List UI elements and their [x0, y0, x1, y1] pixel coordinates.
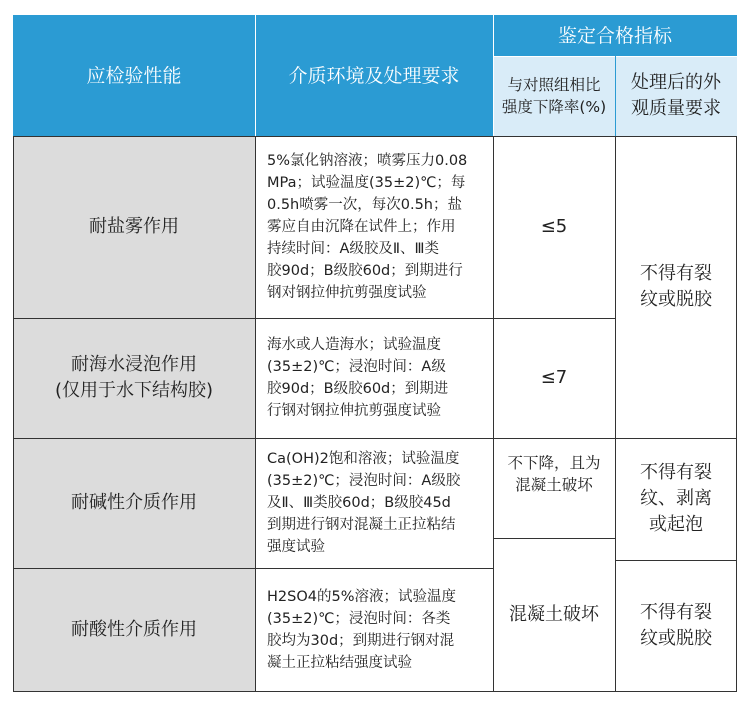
- row-divider: [13, 318, 615, 319]
- header-property: [13, 15, 255, 136]
- strength-value: ≤7: [540, 367, 568, 388]
- strength-value: 混凝土破坏: [509, 604, 599, 625]
- property-label: 耐碱性介质作用: [71, 492, 197, 513]
- border-right: [736, 136, 737, 692]
- row-seawater-condition: [255, 318, 493, 438]
- row-alkali-appearance: [615, 438, 737, 560]
- row-divider: [13, 568, 493, 569]
- row-seawater-strength: [493, 318, 615, 438]
- row-divider: [13, 438, 737, 439]
- row-alkali-condition: [255, 438, 493, 568]
- header-property-label: 应检验性能: [86, 64, 182, 87]
- strength-value: 不下降，且为 混凝土破坏: [507, 454, 601, 494]
- condition-text: H2SO4的5%溶液；试验温度 (35±2)℃；浸泡时间：各类 胶均为30d；到期进行钢对混 凝土正拉粘结强度试验: [267, 589, 456, 671]
- header-appearance-label: 处理后的外 观质量要求: [631, 72, 721, 119]
- col-divider: [615, 136, 616, 692]
- rows-1-2-appearance: [615, 136, 737, 438]
- condition-text: Ca(OH)2饱和溶液；试验温度 (35±2)℃；浸泡时间：A级胶 及Ⅱ、Ⅲ类胶60d；B级胶45d 到期进行钢对混凝土正拉粘结 强度试验: [267, 451, 461, 555]
- property-label: 耐酸性介质作用: [71, 619, 197, 640]
- row-salt-spray-condition: [255, 136, 493, 318]
- col-divider: [493, 136, 494, 692]
- border-bottom: [13, 691, 737, 692]
- row-salt-spray-property: [13, 136, 255, 318]
- condition-text: 5%氯化钠溶液；喷雾压力0.08 MPa；试验温度(35±2)℃；每 0.5h喷雾一次，每次0.5h；盐 雾应自由沉降在试件上；作用 持续时间：A级胶及Ⅱ、Ⅲ类 胶90d；B级胶60d；到期进行 钢对钢拉伸抗剪强度试验: [267, 153, 468, 301]
- row-acid-appearance: [615, 560, 737, 692]
- header-strength-drop: [493, 56, 615, 136]
- row-acid-property: [13, 568, 255, 692]
- header-condition-label: 介质环境及处理要求: [288, 64, 460, 87]
- appearance-text: 不得有裂 纹或脱胶: [640, 263, 712, 310]
- row-divider: [493, 538, 615, 539]
- row-salt-spray-strength: [493, 136, 615, 318]
- col-divider: [255, 136, 256, 692]
- header-condition: [255, 15, 493, 136]
- header-strength-label: 与对照组相比 强度下降率(%): [501, 76, 607, 116]
- header-appearance: [615, 56, 737, 136]
- condition-text: 海水或人造海水；试验温度 (35±2)℃；浸泡时间：A级 胶90d；B级胶60d；到期进 行钢对钢拉伸抗剪强度试验: [267, 337, 449, 419]
- header-divider: [615, 56, 616, 136]
- border-top: [13, 136, 737, 137]
- header-criteria-label: 鉴定合格指标: [557, 24, 672, 47]
- header-divider: [255, 15, 256, 136]
- property-label: 耐海水浸泡作用 (仅用于水下结构胶): [54, 354, 214, 401]
- row-alkali-strength: [493, 438, 615, 538]
- row-acid-strength: [493, 538, 615, 692]
- row-acid-condition: [255, 568, 493, 692]
- row-divider: [615, 560, 737, 561]
- row-seawater-property: [13, 318, 255, 438]
- header-criteria-group: [493, 15, 737, 56]
- strength-value: ≤5: [540, 216, 568, 237]
- appearance-text: 不得有裂 纹或脱胶: [640, 602, 712, 649]
- property-label: 耐盐雾作用: [89, 216, 179, 237]
- header-divider: [493, 15, 494, 136]
- appearance-text: 不得有裂 纹、剥离 或起泡: [640, 462, 712, 535]
- border-left: [13, 136, 14, 692]
- row-alkali-property: [13, 438, 255, 568]
